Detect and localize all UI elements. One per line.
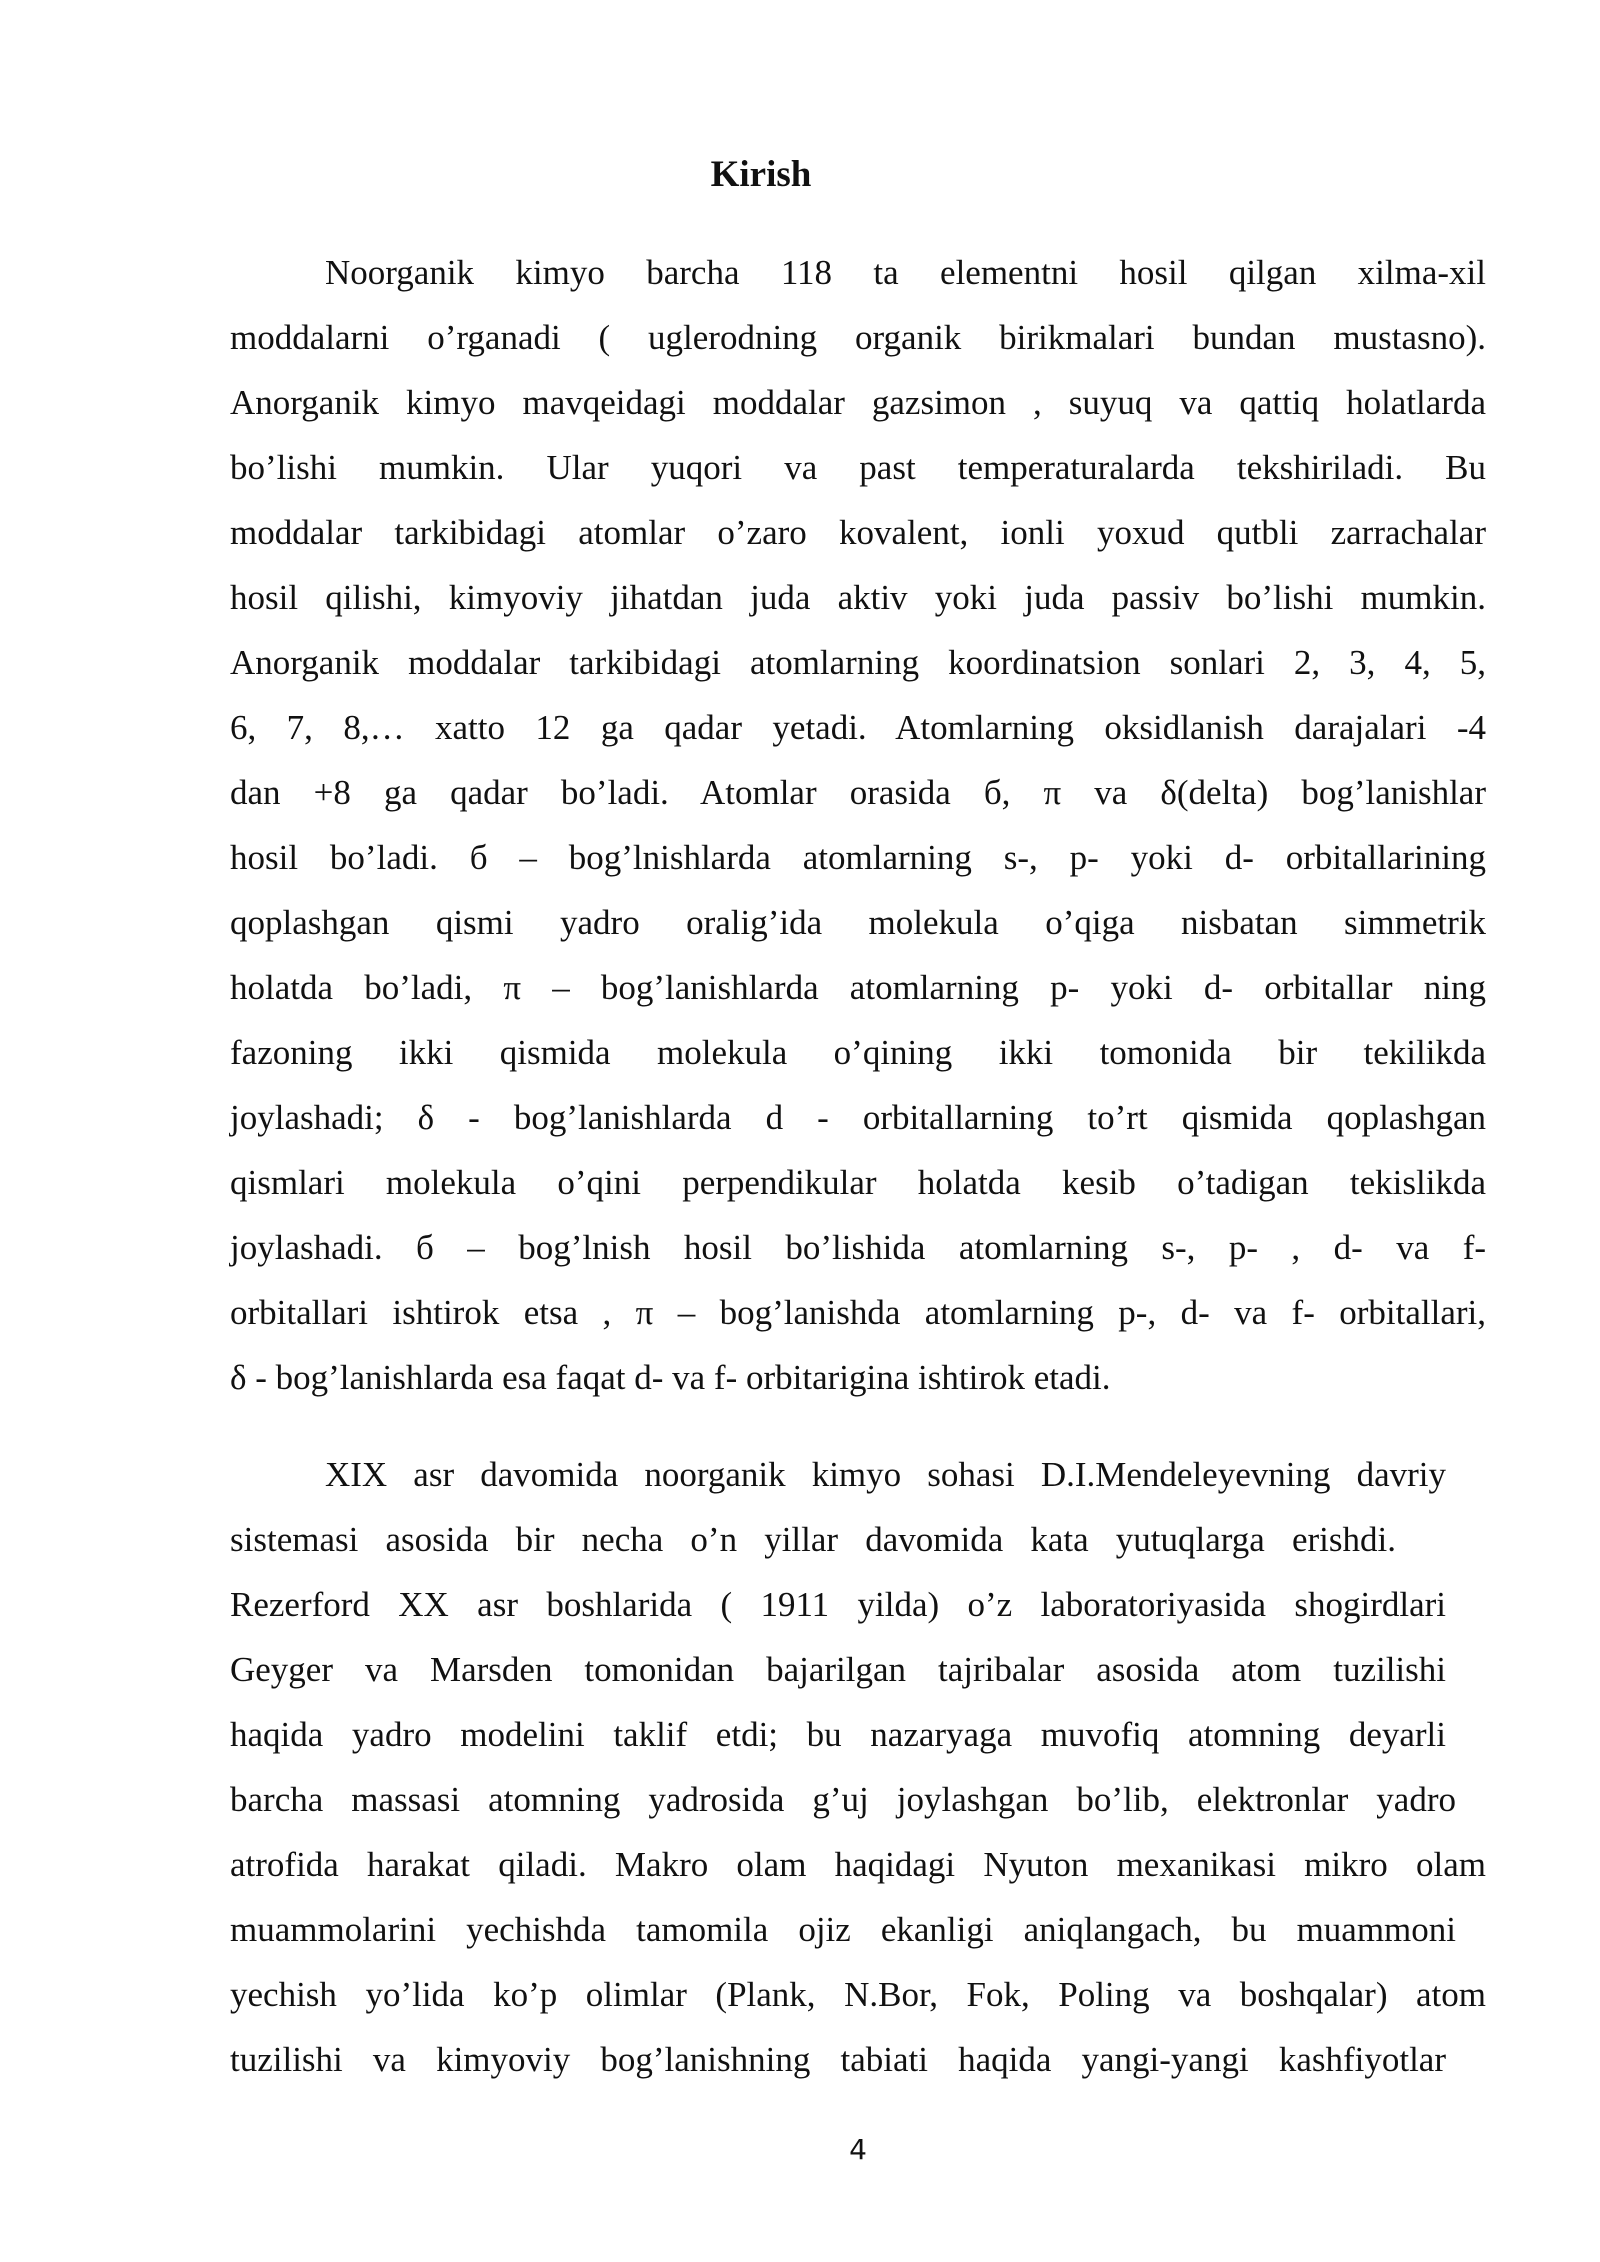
paragraph-line: δ - bog’lanishlarda esa faqat d- va f- orbitarigina ishtirok etadi. bbox=[230, 1358, 1111, 1397]
paragraph-line: sistemasi asosida bir necha o’n yillar davomida kata yutuqlarga erishdi. bbox=[230, 1520, 1396, 1559]
paragraph-line: Geyger va Marsden tomonidan bajarilgan tajribalar asosida atom tuzilishi bbox=[230, 1650, 1446, 1689]
paragraph-line: fazoning ikki qismida molekula o’qining ikki tomonida bir tekilikda bbox=[230, 1033, 1486, 1072]
paragraph-line: atrofida harakat qiladi. Makro olam haqidagi Nyuton mexanikasi mikro olam bbox=[230, 1845, 1486, 1884]
paragraph-line: Noorganik kimyo barcha 118 ta elementni hosil qilgan xilma-xil bbox=[325, 253, 1486, 292]
paragraph-line: holatda bo’ladi, π – bog’lanishlarda atomlarning p- yoki d- orbitallar ning bbox=[230, 968, 1486, 1007]
paragraph-line: XIX asr davomida noorganik kimyo sohasi D.I.Mendeleyevning davriy bbox=[325, 1455, 1446, 1494]
paragraph-line: muammolarini yechishda tamomila ojiz ekanligi aniqlangach, bu muammoni bbox=[230, 1910, 1456, 1949]
paragraph-1 bbox=[230, 240, 1486, 1410]
page-number: 4 bbox=[849, 2133, 867, 2166]
paragraph-line: dan +8 ga qadar bo’ladi. Atomlar orasida б, π va δ(delta) bog’lanishlar bbox=[230, 773, 1486, 812]
paragraph-line: orbitallari ishtirok etsa , π – bog’lanishda atomlarning p-, d- va f- orbitallari, bbox=[230, 1293, 1486, 1332]
paragraph-line: qismlari molekula o’qini perpendikular holatda kesib o’tadigan tekislikda bbox=[230, 1163, 1486, 1202]
paragraph-line: joylashadi; δ - bog’lanishlarda d - orbitallarning to’rt qismida qoplashgan bbox=[230, 1098, 1486, 1137]
paragraph-line: barcha massasi atomning yadrosida g’uj joylashgan bo’lib, elektronlar yadro bbox=[230, 1780, 1456, 1819]
paragraph-line: qoplashgan qismi yadro oralig’ida molekula o’qiga nisbatan simmetrik bbox=[230, 903, 1486, 942]
paragraph-line: tuzilishi va kimyoviy bog’lanishning tabiati haqida yangi-yangi kashfiyotlar bbox=[230, 2040, 1446, 2079]
page-title: Kirish bbox=[710, 154, 812, 195]
paragraph-line: haqida yadro modelini taklif etdi; bu nazaryaga muvofiq atomning deyarli bbox=[230, 1715, 1446, 1754]
paragraph-line: 6, 7, 8,… xatto 12 ga qadar yetadi. Atomlarning oksidlanish darajalari -4 bbox=[230, 708, 1486, 747]
paragraph-line: hosil bo’ladi. б – bog’lnishlarda atomlarning s-, p- yoki d- orbitallarining bbox=[230, 838, 1486, 877]
paragraph-line: Anorganik kimyo mavqeidagi moddalar gazsimon , suyuq va qattiq holatlarda bbox=[230, 383, 1486, 422]
paragraph-2 bbox=[230, 1442, 1486, 2092]
paragraph-line: hosil qilishi, kimyoviy jihatdan juda aktiv yoki juda passiv bo’lishi mumkin. bbox=[230, 578, 1486, 617]
paragraph-line: joylashadi. б – bog’lnish hosil bo’lishida atomlarning s-, p- , d- va f- bbox=[230, 1228, 1486, 1267]
paragraph-line: moddalar tarkibidagi atomlar o’zaro kovalent, ionli yoxud qutbli zarrachalar bbox=[230, 513, 1486, 552]
paragraph-line: Anorganik moddalar tarkibidagi atomlarning koordinatsion sonlari 2, 3, 4, 5, bbox=[230, 643, 1486, 682]
paragraph-line: moddalarni o’rganadi ( uglerodning organik birikmalari bundan mustasno). bbox=[230, 318, 1486, 357]
paragraph-line: Rezerford XX asr boshlarida ( 1911 yilda) o’z laboratoriyasida shogirdlari bbox=[230, 1585, 1446, 1624]
paragraph-line: yechish yo’lida ko’p olimlar (Plank, N.Bor, Fok, Poling va boshqalar) atom bbox=[230, 1975, 1486, 2014]
paragraph-line: bo’lishi mumkin. Ular yuqori va past temperaturalarda tekshiriladi. Bu bbox=[230, 448, 1486, 487]
